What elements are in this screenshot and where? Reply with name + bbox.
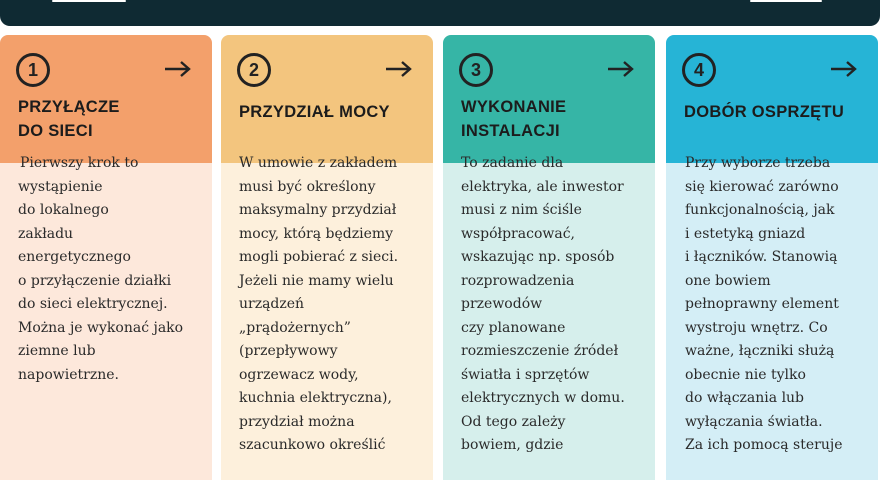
- description-line: przydział można: [239, 413, 355, 430]
- top-bar-tab-right: [750, 0, 822, 2]
- step-number-badge: 3: [459, 53, 493, 87]
- description-line: o przyłączenie działki: [18, 272, 172, 289]
- description-line: musi z nim ściśle: [461, 202, 582, 218]
- step-title-line: DOBÓR OSPRZĘTU: [684, 103, 845, 121]
- step-title: [461, 95, 651, 143]
- description-line: się kierować zarówno: [685, 178, 839, 195]
- step-number-badge: 1: [16, 53, 50, 87]
- description-line: rozmieszczenie źródeł: [461, 343, 619, 359]
- step-card-header: [221, 35, 433, 163]
- step-title: [18, 95, 208, 143]
- step-card-header: [443, 35, 655, 163]
- step-title-line: PRZYŁĄCZE: [18, 98, 120, 116]
- description-line: obecnie nie tylko: [685, 366, 806, 383]
- description-line: wyłączania światła.: [685, 413, 823, 430]
- description-line: funkcjonalnością, jak: [685, 202, 835, 218]
- step-title: [239, 100, 429, 124]
- description-line: napowietrzne.: [18, 366, 119, 383]
- description-line: współpracować,: [461, 225, 575, 242]
- description-line: wystroju wnętrz. Co: [685, 319, 828, 336]
- description-line: bowiem, gdzie: [461, 437, 564, 453]
- step-title-line: INSTALACJI: [461, 122, 560, 140]
- description-line: i łączników. Stanowią: [685, 249, 838, 265]
- description-line: elektryka, ale inwestor: [461, 178, 624, 195]
- description-line: mogli pobierać z sieci.: [239, 249, 399, 265]
- description-line: musi być określony: [239, 178, 376, 195]
- description-line: ważne, łączniki służą: [685, 343, 835, 359]
- description-line: ogrzewacz wody,: [239, 366, 359, 383]
- description-line: energetycznego: [18, 249, 131, 265]
- step-title-line: PRZYDZIAŁ MOCY: [239, 103, 390, 121]
- step-card-header: [666, 35, 878, 163]
- description-line: „prądożernych”: [239, 319, 351, 336]
- description-line: zakładu: [18, 225, 74, 242]
- description-line: czy planowane: [461, 319, 566, 336]
- description-line: Można je wykonać jako: [18, 319, 184, 336]
- description-line: elektrycznych w domu.: [461, 390, 625, 406]
- description-line: do lokalnego: [18, 202, 109, 218]
- step-description-2: [239, 152, 398, 458]
- arrow-right-icon: [164, 59, 192, 79]
- description-line: przewodów: [461, 296, 543, 312]
- description-line: Jeżeli nie mamy wielu: [239, 272, 394, 289]
- description-line: one bowiem: [685, 272, 771, 289]
- description-line: do włączania lub: [685, 390, 805, 406]
- step-description-3: [461, 152, 625, 458]
- description-line: maksymalny przydział: [239, 202, 397, 218]
- step-number-badge: 2: [237, 53, 271, 87]
- top-bar-tab-left: [52, 0, 126, 2]
- description-line: wystąpienie: [18, 178, 103, 195]
- description-line: W umowie z zakładem: [239, 155, 398, 171]
- step-description-4: [685, 152, 842, 458]
- step-title: [684, 100, 874, 124]
- step-title-line: WYKONANIE: [461, 98, 567, 116]
- top-bar: [0, 0, 880, 26]
- description-line: Od tego zależy: [461, 413, 566, 430]
- arrow-right-icon: [607, 59, 635, 79]
- description-line: i estetyką gniazd: [685, 225, 806, 242]
- description-line: (przepływowy: [239, 343, 338, 359]
- description-line: rozprowadzenia: [461, 272, 575, 289]
- step-title-line: DO SIECI: [18, 122, 93, 140]
- description-line: Przy wyborze trzeba: [685, 155, 831, 171]
- description-line: do sieci elektrycznej.: [18, 296, 168, 312]
- description-line: urządzeń: [239, 296, 305, 312]
- step-description-1: [18, 152, 183, 387]
- description-line: szacunkowo określić: [239, 437, 386, 453]
- arrow-right-icon: [830, 59, 858, 79]
- description-line: Pierwszy krok to: [20, 155, 139, 171]
- description-line: pełnoprawny element: [685, 296, 839, 312]
- description-line: ziemne lub: [18, 343, 96, 359]
- description-line: Za ich pomocą steruje: [685, 437, 843, 453]
- description-line: światła i sprzętów: [461, 366, 590, 383]
- description-line: mocy, którą będziemy: [239, 225, 394, 242]
- step-number-badge: 4: [682, 53, 716, 87]
- step-card-header: [0, 35, 212, 163]
- arrow-right-icon: [385, 59, 413, 79]
- description-line: wskazując np. sposób: [461, 249, 615, 265]
- description-line: kuchnia elektryczna),: [239, 390, 392, 406]
- description-line: To zadanie dla: [461, 155, 564, 171]
